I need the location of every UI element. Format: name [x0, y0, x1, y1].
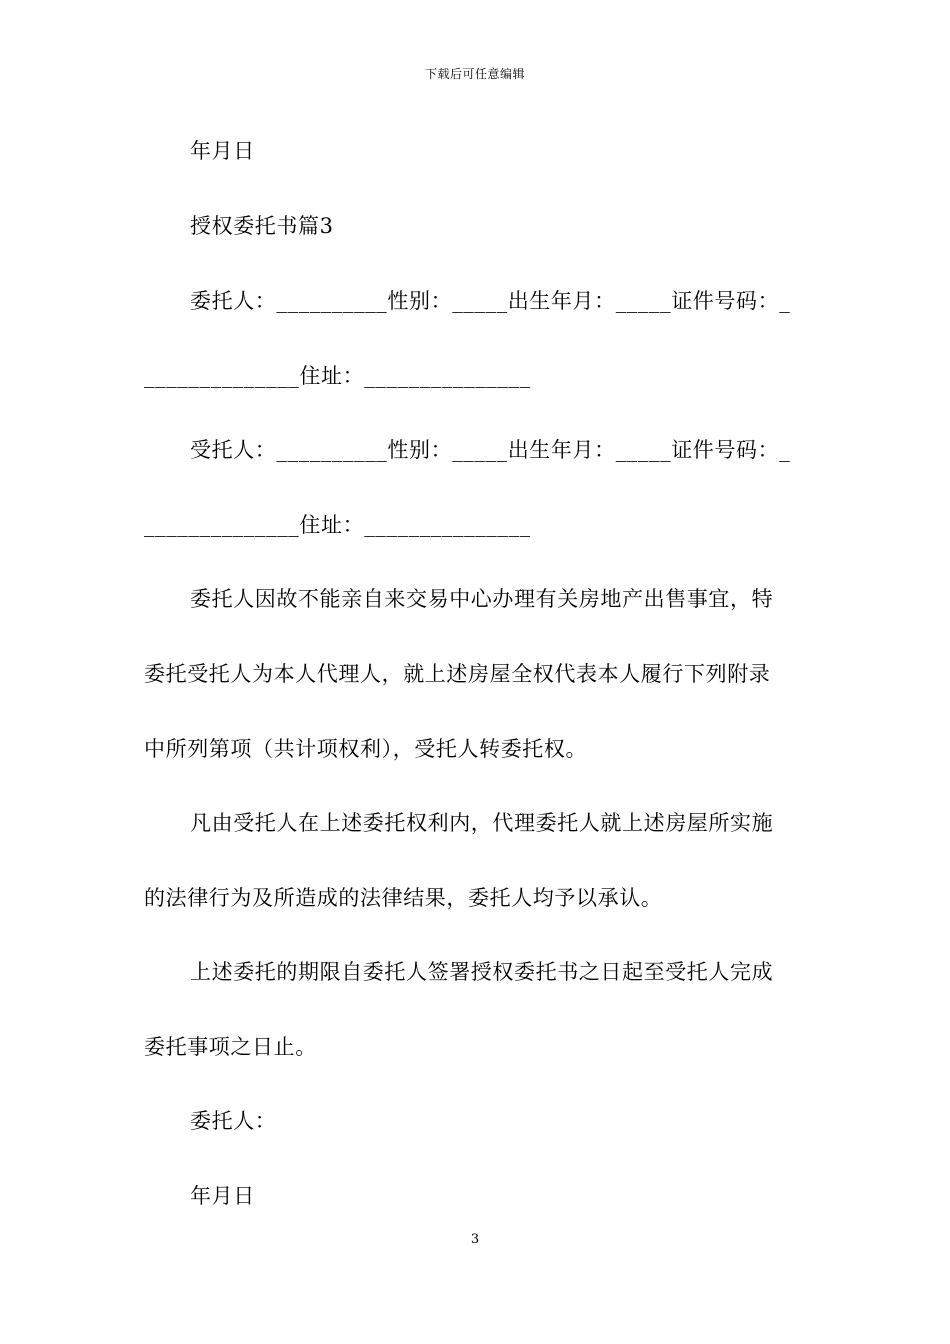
paragraph-1-line-3: 中所列第项（共计项权利），受托人转委托权。 [144, 737, 588, 761]
paragraph-1-line-1: 委托人因故不能亲自来交易中心办理有关房地产出售事宜，特 [190, 587, 774, 611]
paragraph-3-line-1: 上述委托的期限自委托人签署授权委托书之日起至受托人完成 [190, 960, 774, 984]
agent-info-line-2: ______________住址：_______________ [144, 513, 531, 537]
page-header: 下载后可任意编辑 [424, 67, 525, 81]
date-line-bottom: 年月日 [190, 1184, 255, 1208]
paragraph-2-line-1: 凡由受托人在上述委托权利内，代理委托人就上述房屋所实施 [190, 811, 774, 835]
section-title: 授权委托书篇3 [190, 214, 334, 238]
date-line-top: 年月日 [190, 139, 255, 163]
signature-principal: 委托人： [190, 1109, 277, 1133]
principal-info-line-2: ______________住址：_______________ [144, 364, 531, 388]
paragraph-3-line-2: 委托事项之日止。 [144, 1035, 317, 1059]
paragraph-2-line-2: 的法律行为及所造成的法律结果，委托人均予以承认。 [144, 886, 663, 910]
paragraph-1-line-2: 委托受托人为本人代理人，就上述房屋全权代表本人履行下列附录 [144, 662, 771, 686]
page-number: 3 [470, 1232, 480, 1247]
principal-info-line-1: 委托人：__________性别：_____出生年月：_____证件号码：_ [190, 289, 791, 313]
agent-info-line-1: 受托人：__________性别：_____出生年月：_____证件号码：_ [190, 438, 791, 462]
